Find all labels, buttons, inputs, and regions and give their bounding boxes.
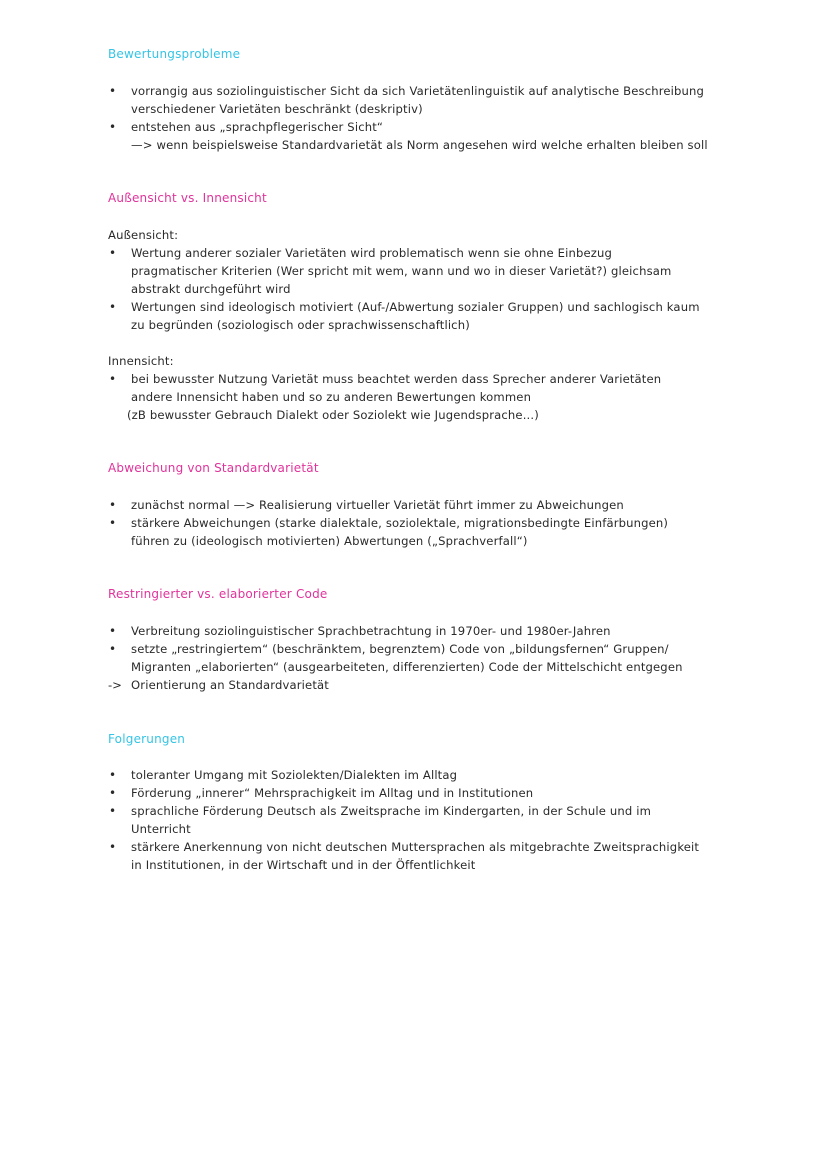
text-line: Wertung anderer sozialer Varietäten wird problematisch wenn sie ohne Einbezug xyxy=(131,246,612,260)
subheading-innensicht: Innensicht: xyxy=(108,354,174,368)
text-line: pragmatischer Kriterien (Wer spricht mit wem, wann und wo in dieser Varietät?) gleichsam xyxy=(131,264,672,278)
bullet: • xyxy=(109,120,117,134)
text-line: zu begründen (soziologisch oder sprachwissenschaftlich) xyxy=(131,318,470,332)
text-line: —> wenn beispielsweise Standardvarietät als Norm angesehen wird welche erhalten bleiben soll xyxy=(131,138,708,152)
text-line: Verbreitung soziolinguistischer Sprachbetrachtung in 1970er- und 1980er-Jahren xyxy=(131,624,611,638)
bullet: • xyxy=(109,786,117,800)
subheading-aussensicht: Außensicht: xyxy=(108,228,179,242)
text-line: abstrakt durchgeführt wird xyxy=(131,282,291,296)
heading-aussensicht-innensicht: Außensicht vs. Innensicht xyxy=(108,191,267,205)
bullet: • xyxy=(109,768,117,782)
bullet: • xyxy=(109,246,117,260)
text-line: zunächst normal —> Realisierung virtueller Varietät führt immer zu Abweichungen xyxy=(131,498,624,512)
bullet: • xyxy=(109,372,117,386)
bullet: • xyxy=(109,498,117,512)
bullet: • xyxy=(109,516,117,530)
text-line: in Institutionen, in der Wirtschaft und in der Öffentlichkeit xyxy=(131,858,476,872)
text-line: sprachliche Förderung Deutsch als Zweitsprache im Kindergarten, in der Schule und im xyxy=(131,804,652,818)
text-line: stärkere Anerkennung von nicht deutschen Muttersprachen als mitgebrachte Zweitsprachigkeit xyxy=(131,840,700,854)
text-line: (zB bewusster Gebrauch Dialekt oder Soziolekt wie Jugendsprache...) xyxy=(127,408,539,422)
text-line: setzte „restringiertem“ (beschränktem, begrenztem) Code von „bildungsfernen“ Gruppen/ xyxy=(131,642,669,656)
text-line: andere Innensicht haben und so zu anderen Bewertungen kommen xyxy=(131,390,532,404)
heading-abweichung: Abweichung von Standardvarietät xyxy=(108,461,319,475)
bullet: • xyxy=(109,84,117,98)
bullet: • xyxy=(109,642,117,656)
text-line: Migranten „elaborierten“ (ausgearbeiteten, differenzierten) Code der Mittelschicht entgegen xyxy=(131,660,683,674)
heading-restringierter-code: Restringierter vs. elaborierter Code xyxy=(108,587,328,601)
bullet: • xyxy=(109,624,117,638)
text-line: stärkere Abweichungen (starke dialektale, soziolektale, migrationsbedingte Einfärbungen) xyxy=(131,516,669,530)
text-line: toleranter Umgang mit Soziolekten/Dialekten im Alltag xyxy=(131,768,458,782)
arrow-marker: -> xyxy=(108,678,122,692)
text-line: bei bewusster Nutzung Varietät muss beachtet werden dass Sprecher anderer Varietäten xyxy=(131,372,662,386)
text-line: entstehen aus „sprachpflegerischer Sicht“ xyxy=(131,120,384,134)
heading-bewertungsprobleme: Bewertungsprobleme xyxy=(108,47,241,61)
text-line: Förderung „innerer“ Mehrsprachigkeit im Alltag und in Institutionen xyxy=(131,786,534,800)
bullet: • xyxy=(109,300,117,314)
text-line: vorrangig aus soziolinguistischer Sicht da sich Varietätenlinguistik auf analytische Beschreibung xyxy=(131,84,705,98)
text-line: Orientierung an Standardvarietät xyxy=(131,678,329,692)
text-line: führen zu (ideologisch motivierten) Abwertungen („Sprachverfall“) xyxy=(131,534,528,548)
text-line: Wertungen sind ideologisch motiviert (Auf-/Abwertung sozialer Gruppen) und sachlogisch kaum xyxy=(131,300,700,314)
heading-folgerungen: Folgerungen xyxy=(108,732,186,746)
bullet: • xyxy=(109,840,117,854)
bullet: • xyxy=(109,804,117,818)
text-line: Unterricht xyxy=(131,822,191,836)
text-line: verschiedener Varietäten beschränkt (deskriptiv) xyxy=(131,102,423,116)
